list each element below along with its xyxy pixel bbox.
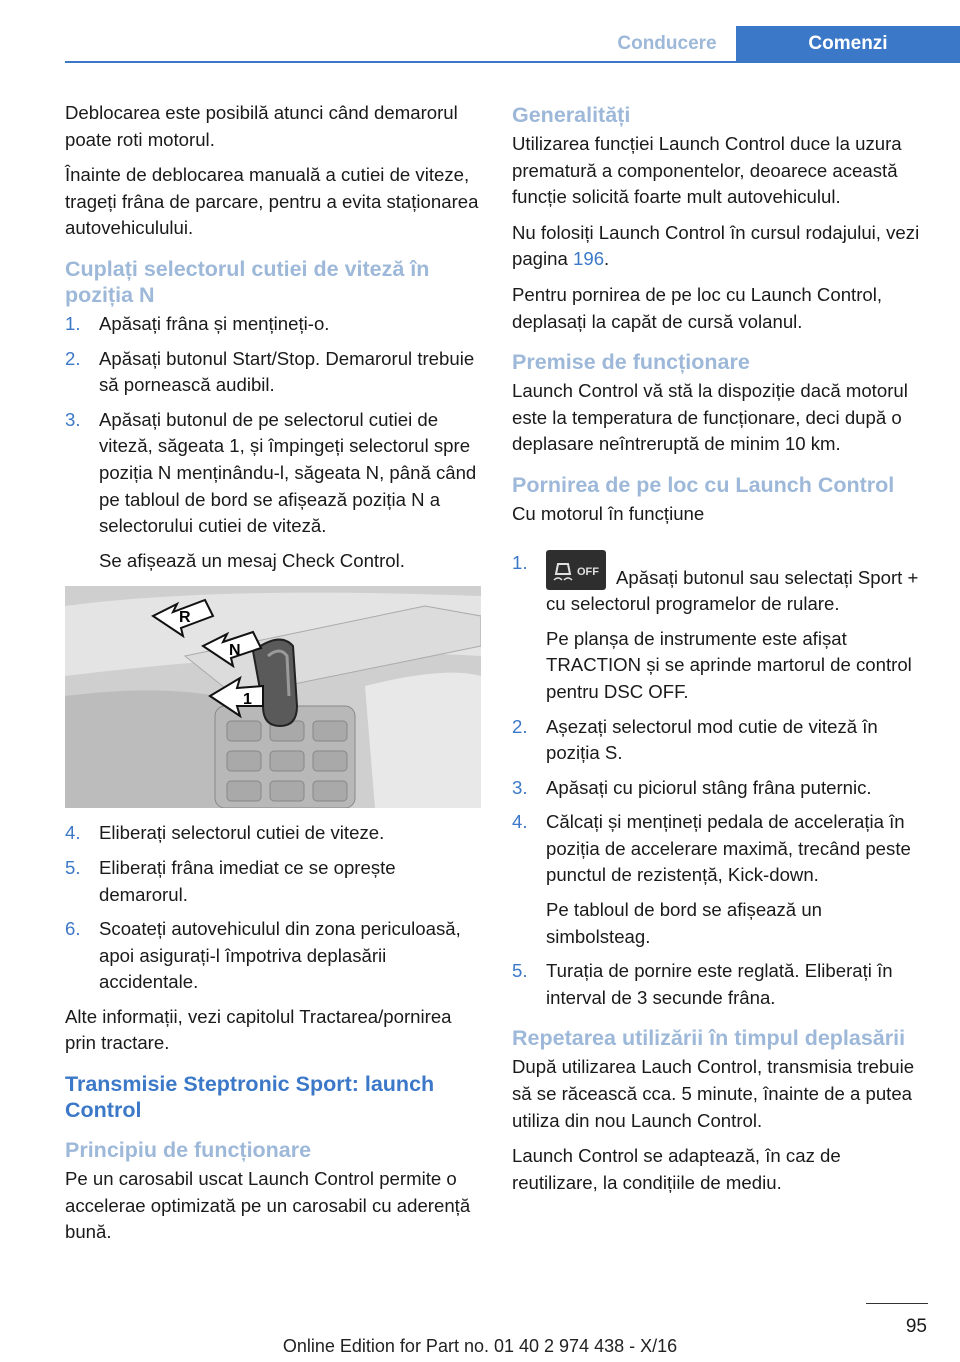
paragraph: Launch Control vă stă la dispoziție dacă motorul este la temperatura de funcționare, deci după o deplasare neîntreruptă de minim 10 km. [512, 380, 908, 455]
step-note: Se afișează un mesaj Check Control. [99, 549, 405, 571]
page-link[interactable]: 196 [573, 248, 605, 270]
list-item [512, 550, 928, 706]
text: . [604, 248, 610, 270]
paragraph: Utilizarea funcției Launch Control duce la uzura prematură a componentelor, deoarece această funcție solicită foarte mult autovehiculul. [512, 133, 902, 208]
step-text: Apăsați butonul Start/Stop. Demarorul trebuie să pornească audibil. [99, 347, 475, 396]
step-text: Călcați și mențineți pedala de accelerația în poziția de accelerare maximă, trecând peste punctul de rezistență, Kick-down. [546, 811, 911, 886]
step-text: Așezați selectorul mod cutie de viteză în poziția S. [546, 715, 878, 764]
paragraph: Pentru pornirea de pe loc cu Launch Control, deplasați la capăt de cursă volanul. [512, 283, 883, 332]
section-heading: Pornirea de pe loc cu Launch Control [512, 472, 895, 497]
step-text: Eliberați selectorul cutiei de viteze. [99, 822, 385, 844]
steps-list [65, 311, 481, 574]
step-number: 2. [65, 347, 81, 369]
list-item [65, 820, 481, 847]
step-text: Apăsați butonul de pe selectorul cutiei de viteză, săgeata 1, și împingeți selectorul spre poziția N menținându-l, săgeata N, până când pe tabloul de bord se afișează poziția N a selectorului cutiei de viteză. [99, 408, 477, 537]
section-heading: Cuplați selectorul cutiei de viteză în poziția N [65, 256, 430, 307]
list-item [65, 407, 481, 575]
step-note: Pe planșa de instrumente este afișat TRACTION și se aprinde martorul de control pentru DSC OFF. [546, 627, 912, 702]
paragraph [512, 220, 928, 273]
step-number: 1. [512, 551, 528, 573]
section-heading: Transmisie Steptronic Sport: launch Control [65, 1072, 435, 1123]
header-rule [65, 61, 960, 63]
list-item [65, 855, 481, 908]
page-header [0, 0, 960, 62]
list-item [65, 311, 481, 338]
step-number: 3. [65, 408, 81, 430]
footer-rule [866, 1303, 928, 1304]
step-text: Apăsați butonul sau selectați Sport + cu selectorul programelor de rulare. [546, 566, 919, 615]
section-heading: Principiu de funcționare [65, 1138, 312, 1163]
figure-label-r: R [179, 609, 191, 627]
gear-selector-illustration [65, 586, 481, 808]
step-number: 6. [65, 918, 81, 940]
list-item [65, 916, 481, 996]
step-number: 5. [512, 960, 528, 982]
chapter-tab[interactable]: Comenzi [736, 26, 960, 62]
list-item [512, 714, 928, 767]
text: Nu folosiți Launch Control în cursul rodajului, vezi pagina [512, 221, 920, 270]
step-number: 3. [512, 776, 528, 798]
page-number: 95 [905, 1316, 927, 1337]
left-column [65, 100, 481, 1255]
figure-label-n: N [229, 642, 241, 660]
paragraph: După utilizarea Lauch Control, transmisia trebuie să se răcească cca. 5 minute, înainte de a putea utiliza din nou Launch Control. [512, 1056, 915, 1131]
icon-label: OFF [577, 565, 599, 578]
step-text: Apăsați frâna și mențineți-o. [99, 312, 330, 334]
dsc-off-button-icon [546, 550, 606, 590]
section-heading: Repetarea utilizării în timpul deplasării [512, 1026, 906, 1051]
step-number: 4. [512, 811, 528, 833]
section-heading: Premise de funcționare [512, 350, 750, 375]
list-item [512, 958, 928, 1011]
paragraph: Alte informații, vezi capitolul Tractarea/pornirea prin tractare. [65, 1005, 452, 1054]
right-column [512, 100, 928, 1205]
section-tab[interactable]: Conducere [617, 33, 717, 54]
list-item [512, 775, 928, 802]
paragraph: Launch Control se adaptează, în caz de reutilizare, la condițiile de mediu. [512, 1145, 841, 1193]
step-text: Apăsați cu piciorul stâng frâna puternic. [546, 776, 872, 798]
figure-label-1: 1 [243, 691, 252, 709]
step-text: Turația de pornire este reglată. Eliberați în interval de 3 secunde frâna. [546, 960, 893, 1008]
step-number: 4. [65, 822, 81, 844]
step-number: 5. [65, 856, 81, 878]
step-number: 2. [512, 715, 528, 737]
step-note: Pe tabloul de bord se afișează un simbolsteag. [546, 899, 823, 947]
step-number: 1. [65, 312, 81, 334]
section-heading: Generalități [512, 103, 631, 127]
paragraph: Deblocarea este posibilă atunci când demarorul poate roti motorul. [65, 102, 458, 150]
paragraph: Cu motorul în funcțiune [512, 502, 705, 524]
steps-list [65, 820, 481, 996]
list-item [65, 346, 481, 399]
list-item [512, 809, 928, 950]
steps-list [512, 550, 928, 1012]
step-text: Eliberați frâna imediat ce se oprește demarorul. [99, 856, 396, 905]
paragraph: Pe un carosabil uscat Launch Control permite o accelerae optimizată pe un carosabil cu aderență bună. [65, 1168, 471, 1243]
paragraph: Înainte de deblocarea manuală a cutiei de viteze, trageți frâna de parcare, pentru a evita staționarea autovehiculului. [65, 164, 479, 239]
step-text: Scoateți autovehiculul din zona periculoasă, apoi asigurați-l împotriva deplasării accidentale. [99, 918, 461, 993]
edition-footer: Online Edition for Part no. 01 40 2 974 438 - X/16 [282, 1336, 678, 1356]
